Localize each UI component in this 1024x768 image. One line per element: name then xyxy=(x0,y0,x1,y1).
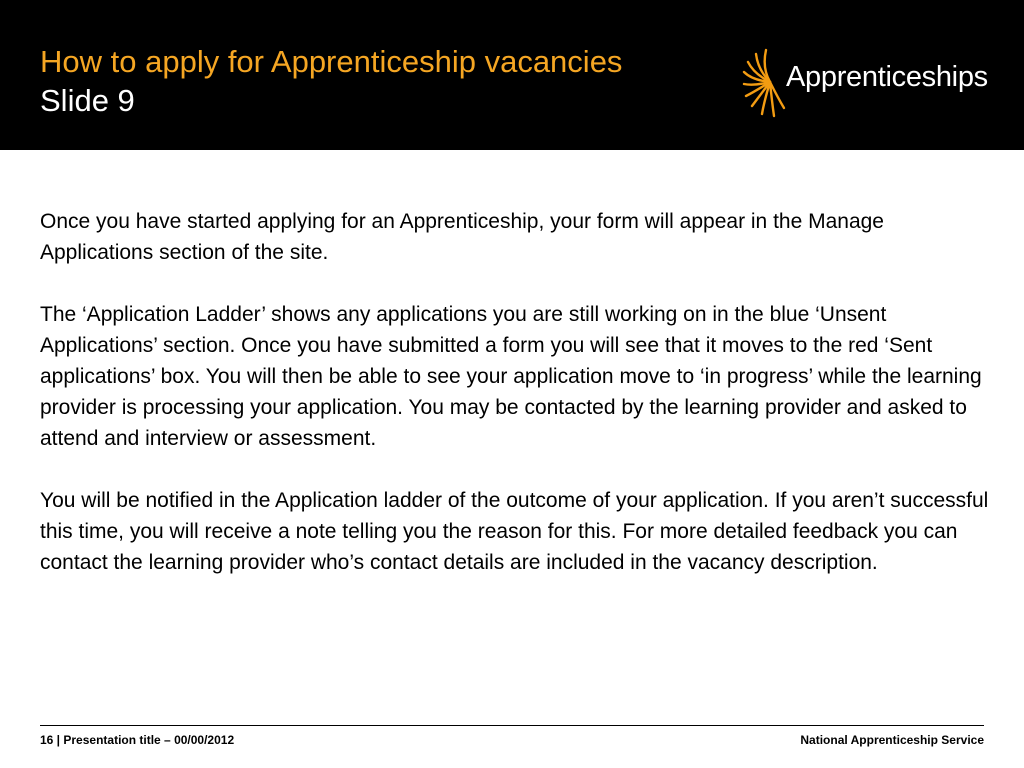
slide-title: How to apply for Apprenticeship vacancies xyxy=(40,44,623,79)
body-content xyxy=(40,206,990,609)
paragraph-1: Once you have started applying for an Apprenticeship, your form will appear in the Manage Applications section of the site. xyxy=(40,210,884,264)
paragraph-2: The ‘Application Ladder’ shows any applications you are still working on in the blue ‘Unsent Applications’ section. Once you have submitted a form you will see that it moves to the red ‘Sent applications’ box. You will then be able to see your application move to ‘in progress’ while the learning provider is processing your application. You may be contacted by the learning provider and asked to attend and interview or assessment. xyxy=(40,303,982,450)
slide-subtitle: Slide 9 xyxy=(40,83,135,118)
sunburst-logo-icon xyxy=(740,42,788,122)
footer-divider xyxy=(40,725,984,726)
header-bar xyxy=(0,0,1024,150)
apprenticeships-logo xyxy=(740,42,990,122)
logo-text: Apprenticeships xyxy=(786,61,988,93)
footer-organisation: National Apprenticeship Service xyxy=(800,733,984,747)
footer-page-info: 16 | Presentation title – 00/00/2012 xyxy=(40,733,235,747)
paragraph-3: You will be notified in the Application ladder of the outcome of your application. If you aren’t successful this time, you will receive a note telling you the reason for this. For more detailed feedback you can contact the learning provider who’s contact details are included in the vacancy description. xyxy=(40,489,989,574)
